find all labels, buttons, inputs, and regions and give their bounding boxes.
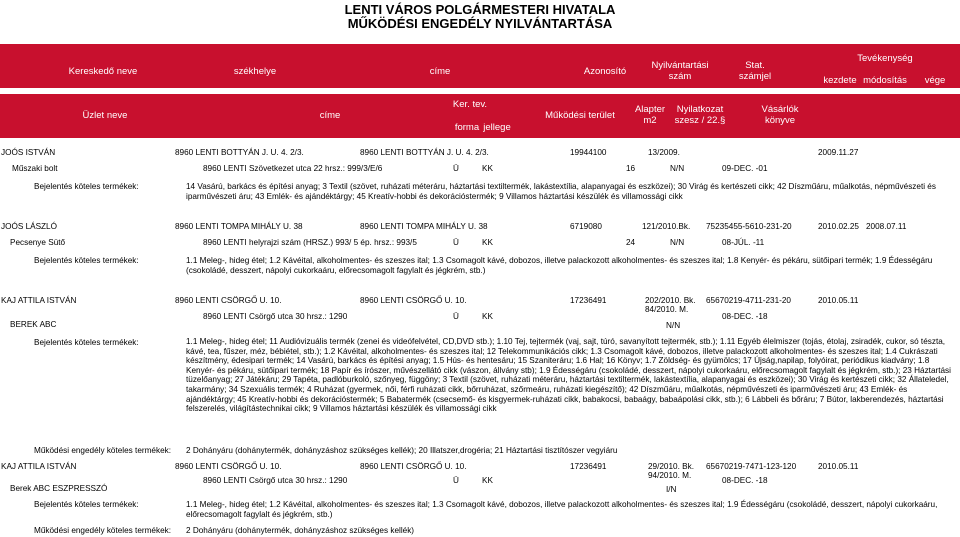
- record-forma: Ü: [453, 476, 459, 485]
- record-kezdete: 2010.02.25: [818, 222, 859, 231]
- record-azonosito: 6719080: [570, 222, 602, 231]
- col-modositas: módosítás: [863, 75, 907, 86]
- record-uzlet-cim: 8960 LENTI Csörgő utca 30 hrsz.: 1290: [203, 476, 348, 485]
- record-szekhely: 8960 LENTI CSÖRGŐ U. 10.: [175, 296, 282, 305]
- header-row-1: [0, 44, 960, 88]
- col-alapter: Alapter m2: [634, 104, 666, 126]
- record-stat: 65670219-7471-123-120: [706, 462, 797, 471]
- record-forma: Ü: [453, 312, 459, 321]
- record-label-bejelentes: Bejelentés köteles termékek:: [34, 338, 139, 347]
- record-stat: 65670219-4711-231-20: [706, 296, 791, 305]
- record-kereskedo: KAJ ATTILA ISTVÁN: [1, 296, 77, 305]
- record-bejelentes-text: 1.1 Meleg-, hideg étel; 1.2 Kávéital, alkoholmentes- és szeszes ital; 1.3 Csomagolt kávé, dobozos, illetve palackozott alkoholmentes- és szeszes ital; 1.8 Kenyér- és pékáru, sütőipari termék; 1.9 Édességáru (csokoládé, desszert, nápolyi cukorkaáru, előrecsomagolt fagylalt és jégkrém, stb.): [186, 256, 933, 275]
- record-jelleg: KK: [482, 238, 493, 247]
- record-nyilatkozat: N/N: [670, 164, 685, 173]
- col-vege: vége: [924, 75, 946, 86]
- record-uzlet-cim: 8960 LENTI Csörgő utca 30 hrsz.: 1290: [203, 312, 348, 321]
- record-azonosito: 17236491: [570, 462, 607, 471]
- record-bejelentes-text: 1.1 Meleg-, hideg étel; 1.2 Kávéital, alkoholmentes- és szeszes ital; 1.3 Csomagolt kávé, dobozos, illetve palackozott alkoholmentes- és szeszes ital; 1.9 Édességáru (csokoládé, desszert, nápolyi cukorkaáru, előrecsomagolt fagylalt és jégkrém, stb.): [186, 500, 938, 519]
- record-jelleg: KK: [482, 164, 493, 173]
- col-stat: Stat. számjel: [738, 60, 772, 82]
- record-kereskedo: KAJ ATTILA ISTVÁN: [1, 462, 77, 471]
- record-forma: Ü: [453, 238, 459, 247]
- record-azonosito: 19944100: [570, 148, 607, 157]
- col-azonosito: Azonosító: [583, 66, 627, 77]
- col-tevekenyseg: Tevékenység: [857, 53, 913, 64]
- record-kezdete: 2010.05.11: [818, 462, 859, 471]
- record-kereskedo: JOÓS LÁSZLÓ: [1, 222, 57, 231]
- record-cime: 8960 LENTI CSÖRGŐ U. 10.: [360, 462, 467, 471]
- col-szekhelye: székhelye: [233, 66, 277, 77]
- record-uzlet-cim: 8960 LENTI helyrajzi szám (HRSZ.) 993/ 5 ép. hrsz.: 993/5: [203, 238, 417, 247]
- record-cime: 8960 LENTI CSÖRGŐ U. 10.: [360, 296, 467, 305]
- record-uzlet: Berek ABC ESZPRESSZÓ: [10, 484, 108, 493]
- record-nyilatkozat: I/N: [666, 485, 677, 494]
- header-row-2: [0, 94, 960, 138]
- col-kereskedo-neve: Kereskedő neve: [68, 66, 138, 77]
- col-kezdete: kezdete: [823, 75, 857, 86]
- col-forma: forma: [454, 122, 480, 133]
- record-mukodesi-text: 2 Dohányáru (dohánytermék, dohányzáshoz szükséges kellék); 20 Illatszer,drogéria; 21 Háztartási tisztítószer vegyiáru: [186, 446, 618, 455]
- col-jellege: jellege: [483, 122, 511, 133]
- record-cime: 8960 LENTI TOMPA MIHÁLY U. 38: [360, 222, 488, 231]
- record-nyilv-szam-2: 94/2010. M.: [648, 471, 692, 480]
- col-uzlet-neve: Üzlet neve: [82, 110, 128, 121]
- col-vasarlok-konyve: Vásárlók könyve: [761, 104, 799, 126]
- record-label-mukodesi: Működési engedély köteles termékek:: [34, 446, 171, 455]
- document-title: LENTI VÁROS POLGÁRMESTERI HIVATALA: [344, 2, 616, 17]
- record-label-bejelentes: Bejelentés köteles termékek:: [34, 256, 139, 265]
- record-azonosito: 17236491: [570, 296, 607, 305]
- col-mukodesi-terulet: Működési terület: [545, 110, 615, 121]
- record-uzlet: BEREK ABC: [10, 320, 57, 329]
- record-jelleg: KK: [482, 312, 493, 321]
- col-uzlet-cime: címe: [319, 110, 341, 121]
- record-uzlet: Műszaki bolt: [12, 164, 58, 173]
- col-nyilvantartasi: Nyilvántartási szám: [651, 60, 709, 82]
- record-nyilv-szam: 13/2009.: [648, 148, 680, 157]
- record-jelleg: KK: [482, 476, 493, 485]
- record-uzlet: Pecsenye Sütő: [10, 238, 66, 247]
- record-stat: 75235455-5610-231-20: [706, 222, 792, 231]
- record-vasarlok: 08-DEC. -18: [722, 312, 768, 321]
- record-label-mukodesi: Működési engedély köteles termékek:: [34, 526, 171, 535]
- record-bejelentes-text: 14 Vasárú, barkács és építési anyag; 3 Textil (szövet, ruházati méteráru, háztartási textiltermék, lakástextília, alapanyagai és eszközei); 30 Virág és kertészeti cikk; 42 Díszműáru, műalkotás, népművészeti és iparművészeti áru; 43 Emlék- és ajándéktárgy; 45 Kreatív-hobbi és dekorációstermék; 9 Villamos háztartási készülék és villamossági cikk: [186, 182, 936, 201]
- record-vasarlok: 08-JÚL. -11: [722, 238, 765, 247]
- record-kezdete: 2009.11.27: [818, 148, 859, 157]
- record-nyilatkozat: N/N: [666, 321, 681, 330]
- record-cime: 8960 LENTI BOTTYÁN J. U. 4. 2/3.: [360, 148, 489, 157]
- document-subtitle: MŰKÖDÉSI ENGEDÉLY NYILVÁNTARTÁSA: [347, 16, 613, 31]
- record-kereskedo: JOÓS ISTVÁN: [1, 148, 56, 157]
- record-label-bejelentes: Bejelentés köteles termékek:: [34, 182, 139, 191]
- record-nyilv-szam: 29/2010. Bk.: [648, 462, 694, 471]
- record-kezdete: 2010.05.11: [818, 296, 859, 305]
- col-ker-tev: Ker. tev.: [452, 99, 488, 110]
- col-cime: címe: [429, 66, 451, 77]
- record-label-bejelentes: Bejelentés köteles termékek:: [34, 500, 139, 509]
- col-nyilatkozat: Nyilatkozat szesz / 22.§: [674, 104, 726, 126]
- record-nyilv-szam-2: 84/2010. M.: [645, 305, 689, 314]
- record-szekhely: 8960 LENTI BOTTYÁN J. U. 4. 2/3.: [175, 148, 304, 157]
- record-mukodesi-text: 2 Dohányáru (dohánytermék, dohányzáshoz szükséges kellék): [186, 526, 415, 535]
- record-uzlet-cim: 8960 LENTI Szövetkezet utca 22 hrsz.: 999/3/E/6: [203, 164, 383, 173]
- record-nyilatkozat: N/N: [670, 238, 685, 247]
- record-vasarlok: 09-DEC. -01: [722, 164, 768, 173]
- record-alapter: 16: [626, 164, 636, 173]
- record-modositas: 2008.07.11: [866, 222, 907, 231]
- record-nyilv-szam: 121/2010.Bk.: [642, 222, 691, 231]
- record-alapter: 24: [626, 238, 636, 247]
- record-nyilv-szam: 202/2010. Bk.: [645, 296, 696, 305]
- record-szekhely: 8960 LENTI CSÖRGŐ U. 10.: [175, 462, 282, 471]
- record-szekhely: 8960 LENTI TOMPA MIHÁLY U. 38: [175, 222, 303, 231]
- record-forma: Ü: [453, 164, 459, 173]
- record-bejelentes-text: 1.1 Meleg-, hideg étel; 11 Audióvizuális termék (zenei és videófelvétel, CD,DVD stb.); 1.10 Tej, tejtermék (vaj, sajt, túró, savanyított tejtermék, stb.); 1.11 Egyéb élelmiszer (tojás, étolaj, zsiradék, cukor, só tészta, kávé, tea, fűszer, méz, bébiétel, stb.); 1.2 Kávéital, alkoholmentes- és szeszes ital; 12 Telekommunikációs cikk; 1.3 Csomagolt kávé, dobozos, illetve palackozott alkoholmentes- és szeszes ital; 1.4 Cukrászati készítmény, édesipari termék; 14 Vasárú, barkács és építési anyag; 1.5 Hús- és hentesáru; 15 Szaniteráru; 1.6 Hal; 16 Könyv; 1.7 Zöldség- és gyümölcs; 17 Újság,napilap, folyóirat, periódikus kiadvány; 1.8 Kenyér- és pékáru, sütőipari termék; 18 Papír és írószer, művészellátó cikk (vászon, állvány stb); 1.9 Édességáru (csokoládé, desszert, nápolyi cukorkaáru, előrecsomagolt fagylalt és jégkrém, stb.); 23 Háztartási tüzelőanyag; 27 Játékáru; 29 Tapéta, padlóburkoló, szőnyeg, függöny; 3 Textil (szövet, ruházati méteráru, háztartási textiltermék, lakástextília, alapanyagai és eszközei); 30 Virág és kertészeti cikk; 32 Állateledel, takarmány; 34 Szexuális termék; 4 Ruházat (gyermek, női, férfi ruházati cikk, bőrruházat, szőrmeáru, ruházati kiegészítő); 42 Díszműáru, műalkotás, népművészeti és iparművészeti áru; 43 Emlék- és ajándéktárgy; 45 Kreatív-hobbi és dekorációstermék; 5 Babatermék (csecsemő- és kisgyermek-ruházati cikk, babakocsi, babaágy, babaápolási cikk, stb.); 6 Lábbeli és bőráru; 7 Bútor, lakberendezés, háztartási felszerelés, világítástechnikai cikk; 9 Villamos háztartási készülék és villamossági cikk: [186, 337, 951, 414]
- record-vasarlok: 08-DEC. -18: [722, 476, 768, 485]
